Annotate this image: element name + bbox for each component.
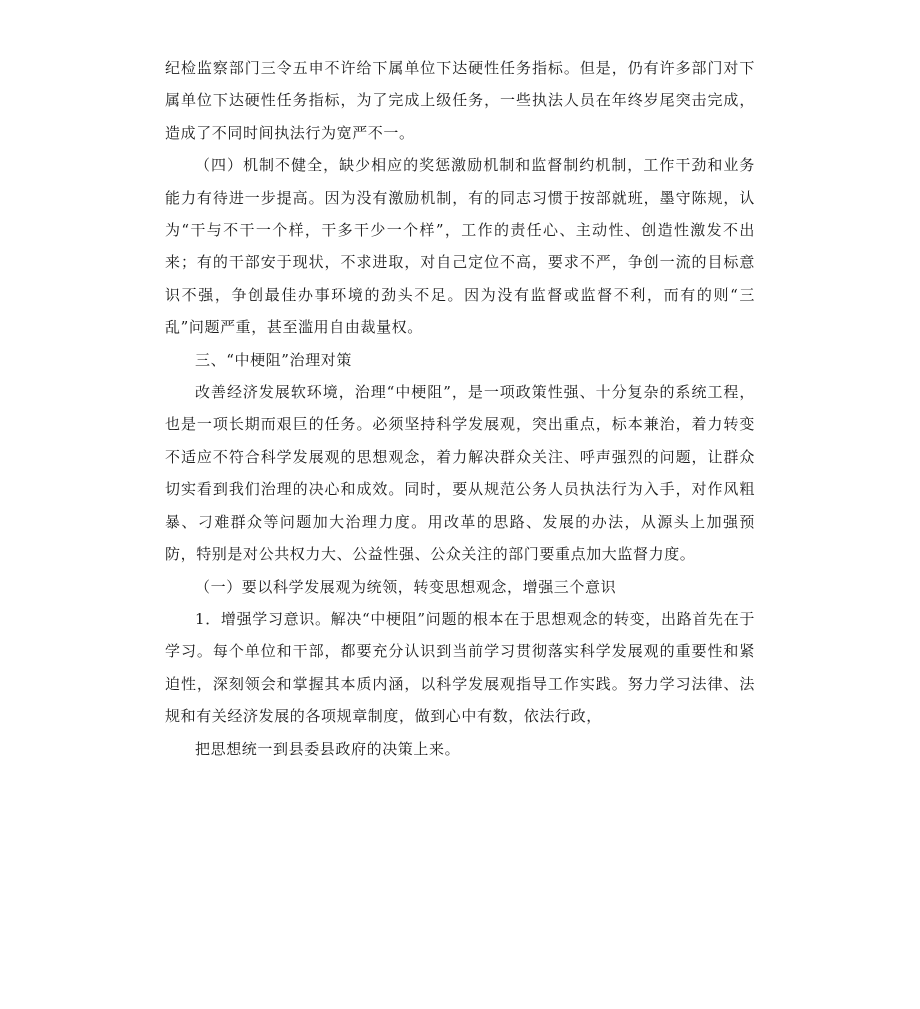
body-paragraph-learning: 1．增强学习意识。解决“中梗阻”问题的根本在于思想观念的转变，出路首先在于学习。每个单位和干部，都要充分认识到当前学习贯彻落实科学发展观的重要性和紧迫性，深刻领会和掌握其本质内涵，以科学发展观指导工作实践。努力学习法律、法规和有关经济发展的各项规章制度，做到心中有数，依法行政， xyxy=(165,609,755,726)
body-paragraph-environment: 改善经济发展软环境，治理“中梗阻”，是一项政策性强、十分复杂的系统工程，也是一项长期而艰巨的任务。必须坚持科学发展观，突出重点，标本兼治，着力转变不适应不符合科学发展观的思想观念，着力解决群众关注、呼声强烈的问题，让群众切实看到我们治理的决心和成效。同时，要从规范公务人员执法行为入手，对作风粗暴、刁难群众等问题加大治理力度。用改革的思路、发展的办法，从源头上加强预防，特别是对公共权力大、公益性强、公众关注的部门要重点加大监督力度。 xyxy=(165,383,755,564)
document-page xyxy=(165,52,755,765)
body-paragraph-closing: 把思想统一到县委县政府的决策上来。 xyxy=(195,739,461,758)
body-paragraph-mechanism: （四）机制不健全，缺少相应的奖惩激励机制和监督制约机制，工作干劲和业务能力有待进一步提高。因为没有激励机制，有的同志习惯于按部就班，墨守陈规，认为“干与不干一个样，干多干少一个样”，工作的责任心、主动性、创造性激发不出来；有的干部安于现状，不求进取，对自己定位不高，要求不严，争创一流的目标意识不强，争创最佳办事环境的劲头不足。因为没有监督或监督不利，而有的则“三乱”问题严重，甚至滥用自由裁量权。 xyxy=(165,156,755,337)
body-paragraph-1: 纪检监察部门三令五申不许给下属单位下达硬性任务指标。但是，仍有许多部门对下属单位下达硬性任务指标，为了完成上级任务，一些执法人员在年终岁尾突击完成，造成了不同时间执法行为宽严不一。 xyxy=(165,59,755,142)
section-heading-countermeasures: 三、“中梗阻”治理对策 xyxy=(195,350,352,369)
subsection-heading-outlook: （一）要以科学发展观为统领，转变思想观念，增强三个意识 xyxy=(195,577,617,596)
